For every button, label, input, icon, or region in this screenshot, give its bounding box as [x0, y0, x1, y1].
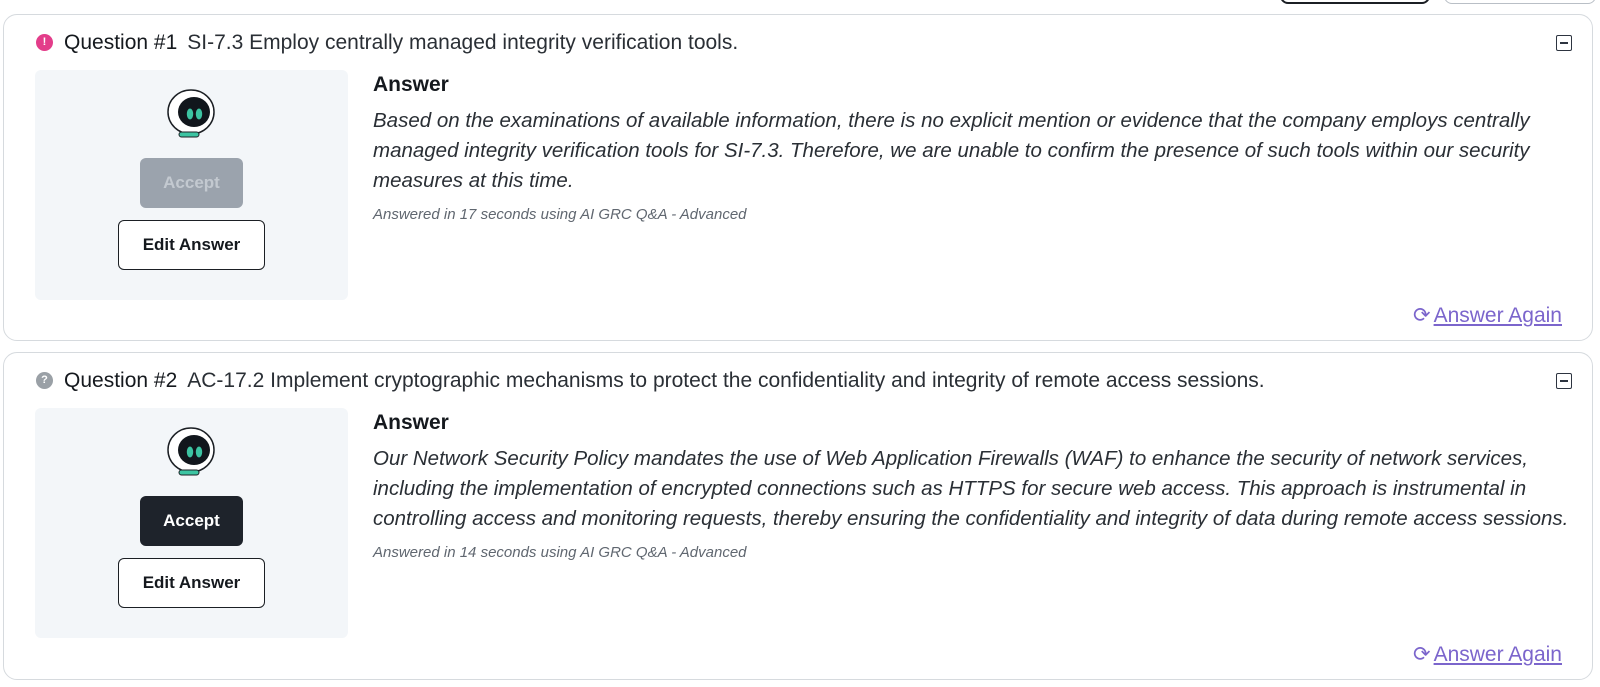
answer-label: Answer: [373, 411, 449, 434]
answer-meta: Answered in 17 seconds using AI GRC Q&A - Advanced: [373, 206, 747, 223]
question-text: SI-7.3 Employ centrally managed integrity verification tools.: [187, 31, 739, 54]
accept-button[interactable]: Accept: [140, 158, 243, 208]
ai-robot-icon: [165, 426, 217, 480]
answer-again-link[interactable]: [1413, 642, 1562, 667]
edit-answer-button[interactable]: Edit Answer: [118, 220, 265, 270]
answer-text: Our Network Security Policy mandates the use of Web Application Firewalls (WAF) to enhance the security of network services, including the implementation of encrypted connections such as HTTPS for secure web access. This approach is instrumental in controlling access and monitoring requests, thereby ensuring the confidentiality and integrity of data during remote access sessions.: [373, 447, 1569, 530]
ai-robot-icon: [165, 88, 217, 142]
question-card: [3, 352, 1593, 680]
answer-again-label: Answer Again: [1433, 643, 1562, 666]
question-header: [64, 28, 738, 58]
help-icon: ?: [36, 372, 53, 389]
top-secondary-button-partial[interactable]: [1444, 0, 1596, 4]
question-card: [3, 14, 1593, 341]
question-header: [64, 366, 1265, 396]
accept-button[interactable]: Accept: [140, 496, 243, 546]
refresh-icon: ⟳: [1412, 304, 1431, 327]
top-action-button-partial[interactable]: [1280, 0, 1430, 4]
question-number: Question #1: [64, 31, 178, 54]
alert-icon: !: [36, 34, 53, 51]
answer-label: Answer: [373, 73, 449, 96]
collapse-icon[interactable]: [1556, 373, 1572, 389]
question-number: Question #2: [64, 369, 178, 392]
answer-text: Based on the examinations of available information, there is no explicit mention or evidence that the company employs centrally managed integrity verification tools for SI-7.3. Therefore, we are unable to confirm the presence of such tools within our security measures at this time.: [373, 109, 1530, 192]
answer-actions-panel: [35, 408, 348, 638]
question-text: AC-17.2 Implement cryptographic mechanisms to protect the confidentiality and integrity of remote access sessions.: [187, 369, 1265, 392]
answer-meta: Answered in 14 seconds using AI GRC Q&A - Advanced: [373, 544, 747, 561]
answer-actions-panel: [35, 70, 348, 300]
answer-again-link[interactable]: [1413, 303, 1562, 328]
edit-answer-button[interactable]: Edit Answer: [118, 558, 265, 608]
refresh-icon: ⟳: [1412, 643, 1431, 666]
answer-block: [373, 408, 1573, 561]
answer-again-label: Answer Again: [1433, 304, 1562, 327]
collapse-icon[interactable]: [1556, 35, 1572, 51]
answer-block: [373, 70, 1573, 223]
